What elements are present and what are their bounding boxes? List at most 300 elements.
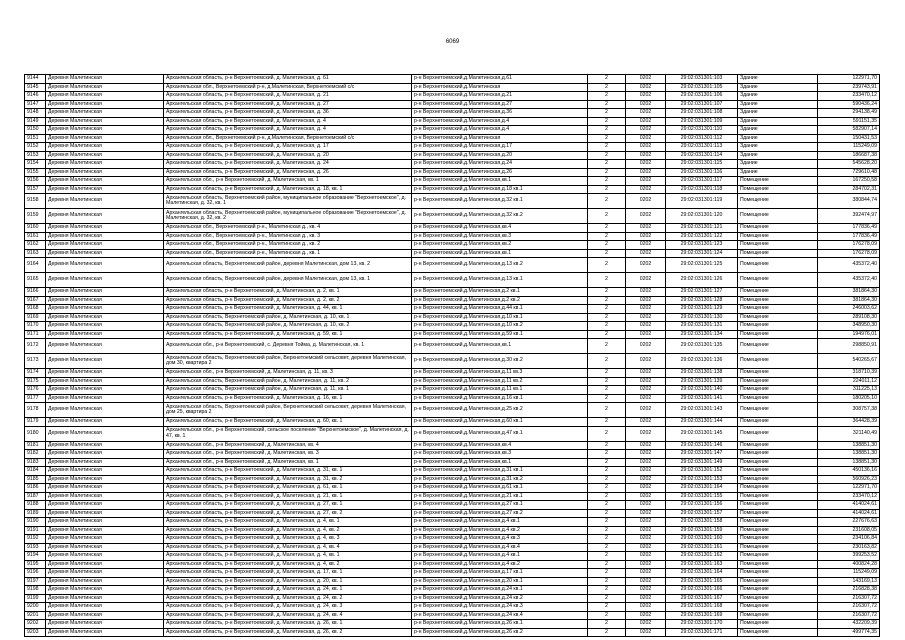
object-type-cell: Помещение [738,501,818,510]
value-cell: 234106,84 [818,535,880,544]
category-cell: 2 [588,577,626,586]
value-cell: 380844,74 [818,194,880,209]
table-row [25,143,880,152]
category-cell: 2 [588,224,626,233]
row-number-cell: 9166 [25,288,46,297]
address-cell: Архангельская область, р-н Верхнетоемский, д. Малетинская, д. 27 [164,100,412,109]
table-row [25,467,880,476]
row-number-cell: 9194 [25,552,46,561]
cadastral-number-cell: 29:02:031301:116 [666,168,738,177]
row-number-cell: 9150 [25,126,46,135]
settlement-name-cell: Деревня Малетинская [46,426,164,441]
address-cell: Архангельская область, р-н Верхнетоемский, д. Малетинская, д. 61 [164,75,412,84]
settlement-name-cell: Деревня Малетинская [46,100,164,109]
table-row [25,209,880,224]
settlement-name-cell: Деревня Малетинская [46,543,164,552]
row-number-cell: 9200 [25,603,46,612]
object-type-cell: Помещение [738,441,818,450]
category-cell: 2 [588,552,626,561]
row-number-cell: 9175 [25,377,46,386]
object-type-cell: Здание [738,134,818,143]
table-row [25,594,880,603]
code-cell: 0202 [626,109,666,118]
locality-cell: р-н Верхнетоемский,д.Малетинская,д.4 кв.1 [412,552,588,561]
locality-cell: р-н Верхнетоемский,д.Малетинская,д.27 кв.2 [412,509,588,518]
object-type-cell: Помещение [738,185,818,194]
address-cell: Архангельская область, Верхнетоемский район, муниципальное образование "Верхнетоемское", д. Малетинская, д. 32, кв. 2 [164,209,412,224]
settlement-name-cell: Деревня Малетинская [46,177,164,186]
cadastral-number-cell: 29:02:031301:113 [666,143,738,152]
object-type-cell: Помещение [738,394,818,403]
table-row [25,509,880,518]
cadastral-number-cell: 29:02:031301:163 [666,560,738,569]
table-row [25,168,880,177]
locality-cell: р-н Верхнетоемский,д.Малетинская,д.60 кв.1 [412,418,588,427]
row-number-cell: 9184 [25,467,46,476]
table-row [25,109,880,118]
object-type-cell: Помещение [738,177,818,186]
category-cell: 2 [588,305,626,314]
settlement-name-cell: Деревня Малетинская [46,249,164,258]
cadastral-number-cell: 29:02:031301:170 [666,620,738,629]
table-row [25,224,880,233]
object-type-cell: Помещение [738,273,818,288]
object-type-cell: Помещение [738,611,818,620]
address-cell: Архангельская область, р-н Верхнетоемский, д. Малетинская, д. 4 [164,117,412,126]
cadastral-number-cell: 29:02:031301:140 [666,386,738,395]
category-cell: 2 [588,484,626,493]
locality-cell: р-н Верхнетоемский,д.Малетинская,д.24 [412,160,588,169]
address-cell: Архангельская область, Верхнетоемский район, д. Малетинская, д. 11, кв. 2 [164,377,412,386]
page-number: 6069 [445,39,460,45]
locality-cell: р-н Верхнетоемский,д.Малетинская,кв.4 [412,224,588,233]
value-cell: 540265,67 [818,354,880,369]
category-cell: 2 [588,377,626,386]
row-number-cell: 9145 [25,83,46,92]
address-cell: Архангельская обл., Верхнетоемский р-н., Малетинская д., кв. 2 [164,241,412,250]
object-type-cell: Помещение [738,330,818,339]
table-row [25,577,880,586]
code-cell: 0202 [626,134,666,143]
row-number-cell: 9148 [25,109,46,118]
code-cell: 0202 [626,249,666,258]
address-cell: Архангельская область, р-н Верхнетоемский, д. Малетинская, д. 17 [164,143,412,152]
category-cell: 2 [588,518,626,527]
row-number-cell: 9195 [25,560,46,569]
object-type-cell: Помещение [738,577,818,586]
object-type-cell: Помещение [738,224,818,233]
code-cell: 0202 [626,475,666,484]
object-type-cell: Здание [738,100,818,109]
cadastral-number-cell: 29:02:031301:146 [666,441,738,450]
value-cell: 591151,35 [818,117,880,126]
object-type-cell: Помещение [738,296,818,305]
value-cell: 150431,53 [818,134,880,143]
row-number-cell: 9177 [25,394,46,403]
category-cell: 2 [588,560,626,569]
category-cell: 2 [588,394,626,403]
category-cell: 2 [588,185,626,194]
category-cell: 2 [588,209,626,224]
row-number-cell: 9193 [25,543,46,552]
table-row [25,418,880,427]
table-row [25,273,880,288]
row-number-cell: 9178 [25,403,46,418]
category-cell: 2 [588,458,626,467]
category-cell: 2 [588,611,626,620]
locality-cell: р-н Верхнетоемский,д.Малетинская,д.10 кв.2 [412,322,588,331]
row-number-cell: 9196 [25,569,46,578]
value-cell: 177836,49 [818,232,880,241]
category-cell: 2 [588,543,626,552]
row-number-cell: 9179 [25,418,46,427]
category-cell: 2 [588,467,626,476]
row-number-cell: 9159 [25,209,46,224]
value-cell: 233470,12 [818,492,880,501]
code-cell: 0202 [626,313,666,322]
settlement-name-cell: Деревня Малетинская [46,117,164,126]
settlement-name-cell: Деревня Малетинская [46,586,164,595]
cadastral-number-cell: 29:02:031301:130 [666,313,738,322]
code-cell: 0202 [626,467,666,476]
code-cell: 0202 [626,330,666,339]
settlement-name-cell: Деревня Малетинская [46,288,164,297]
code-cell: 0202 [626,177,666,186]
locality-cell: р-н Верхнетоемский,д.Малетинская,д.24 кв.3 [412,603,588,612]
cadastral-number-cell: 29:02:031301:167 [666,594,738,603]
value-cell: 560926,23 [818,475,880,484]
settlement-name-cell: Деревня Малетинская [46,232,164,241]
row-number-cell: 9149 [25,117,46,126]
object-type-cell: Помещение [738,458,818,467]
code-cell: 0202 [626,426,666,441]
cadastral-number-cell: 29:02:031301:160 [666,535,738,544]
address-cell: Архангельская область, р-н Верхнетоемский, д. Малетинская, д. 4, кв. 4 [164,543,412,552]
locality-cell: р-н Верхнетоемский,д.Малетинская,д.4 кв.2 [412,560,588,569]
settlement-name-cell: Деревня Малетинская [46,526,164,535]
address-cell: Архангельская область, р-н Верхнетоемский, д. Малетинская, д. 59, кв. 1 [164,330,412,339]
table-row [25,249,880,258]
row-number-cell: 9197 [25,577,46,586]
locality-cell: р-н Верхнетоемский,д.Малетинская,д.11 кв.1 [412,386,588,395]
value-cell: 216307,72 [818,594,880,603]
value-cell: 167250,58 [818,177,880,186]
settlement-name-cell: Деревня Малетинская [46,509,164,518]
address-cell: Архангельская область, р-н Верхнетоемский, д. Малетинская, д. 18, кв. 1 [164,185,412,194]
value-cell: 122971,70 [818,75,880,84]
value-cell: 115249,09 [818,143,880,152]
address-cell: Архангельская область, р-н Верхнетоемский, д. Малетинская, д. 4, кв. 1 [164,552,412,561]
locality-cell: р-н Верхнетоемский,д.Малетинская,д.17 [412,143,588,152]
value-cell: 414024,61 [818,509,880,518]
row-number-cell: 9203 [25,628,46,637]
settlement-name-cell: Деревня Малетинская [46,394,164,403]
table-row [25,501,880,510]
object-type-cell: Помещение [738,535,818,544]
category-cell: 2 [588,194,626,209]
locality-cell: р-н Верхнетоемский,д.Малетинская,д.31 кв.2 [412,475,588,484]
cadastral-number-cell: 29:02:031301:166 [666,586,738,595]
value-cell: 381864,30 [818,296,880,305]
row-number-cell: 9190 [25,518,46,527]
settlement-name-cell: Деревня Малетинская [46,296,164,305]
value-cell: 122971,70 [818,484,880,493]
value-cell: 435372,40 [818,273,880,288]
cadastral-number-cell: 29:02:031301:155 [666,492,738,501]
category-cell: 2 [588,322,626,331]
object-type-cell: Помещение [738,322,818,331]
code-cell: 0202 [626,543,666,552]
locality-cell: р-н Верхнетоемский,д.Малетинская,д.31 кв.1 [412,467,588,476]
value-cell: 176278,09 [818,249,880,258]
cadastral-number-cell: 29:02:031301:129 [666,305,738,314]
table-row [25,603,880,612]
table-row [25,403,880,418]
object-type-cell: Помещение [738,288,818,297]
locality-cell: р-н Верхнетоемский,д.Малетинская,д.4 кв.4 [412,543,588,552]
category-cell: 2 [588,126,626,135]
category-cell: 2 [588,569,626,578]
settlement-name-cell: Деревня Малетинская [46,535,164,544]
settlement-name-cell: Деревня Малетинская [46,354,164,369]
row-number-cell: 9199 [25,594,46,603]
row-number-cell: 9163 [25,249,46,258]
code-cell: 0202 [626,232,666,241]
locality-cell: р-н Верхнетоемский,д.Малетинская,д.47 кв.1 [412,426,588,441]
table-row [25,232,880,241]
locality-cell: р-н Верхнетоемский,д.Малетинская,д.13 кв.1 [412,273,588,288]
table-row [25,484,880,493]
category-cell: 2 [588,258,626,273]
locality-cell: р-н Верхнетоемский,д.Малетинская,д.21 [412,92,588,101]
value-cell: 499774,35 [818,628,880,637]
address-cell: Архангельская область, р-н Верхнетоемский, д. Малетинская, д. 24, кв. 2 [164,594,412,603]
settlement-name-cell: Деревня Малетинская [46,467,164,476]
locality-cell: р-н Верхнетоемский,д.Малетинская [412,83,588,92]
object-type-cell: Помещение [738,552,818,561]
row-number-cell: 9158 [25,194,46,209]
row-number-cell: 9170 [25,322,46,331]
code-cell: 0202 [626,151,666,160]
address-cell: Архангельская область, Верхнетоемский район, деревня Малетинская, дом 13, кв. 2 [164,258,412,273]
settlement-name-cell: Деревня Малетинская [46,241,164,250]
locality-cell: р-н Верхнетоемский,д.Малетинская,кв.2 [412,241,588,250]
code-cell: 0202 [626,509,666,518]
locality-cell: р-н Верхнетоемский,д.Малетинская,д.27 [412,100,588,109]
row-number-cell: 9164 [25,258,46,273]
locality-cell: р-н Верхнетоемский,д.Малетинская,д.11 кв.2 [412,377,588,386]
category-cell: 2 [588,501,626,510]
code-cell: 0202 [626,450,666,459]
object-type-cell: Помещение [738,586,818,595]
category-cell: 2 [588,354,626,369]
table-row [25,586,880,595]
row-number-cell: 9157 [25,185,46,194]
cadastral-number-cell: 29:02:031301:109 [666,117,738,126]
row-number-cell: 9201 [25,611,46,620]
address-cell: Архангельская область, р-н Верхнетоемский, д. Малетинская, д. 2, кв. 2 [164,296,412,305]
address-cell: Архангельская обл., Верхнетоемский р-н., Малетинская д., кв. 4 [164,224,412,233]
row-number-cell: 9154 [25,160,46,169]
cadastral-number-cell: 29:02:031301:135 [666,339,738,354]
locality-cell: р-н Верхнетоемский,д.Малетинская,д.17 кв.1 [412,569,588,578]
locality-cell: р-н Верхнетоемский,д.Малетинская,д.24 кв.4 [412,611,588,620]
locality-cell: р-н Верхнетоемский,д.Малетинская,д.32 кв.1 [412,194,588,209]
row-number-cell: 9155 [25,168,46,177]
locality-cell: р-н Верхнетоемский,д.Малетинская,д.25 кв.2 [412,403,588,418]
settlement-name-cell: Деревня Малетинская [46,492,164,501]
locality-cell: р-н Верхнетоемский,д.Малетинская,д.24 кв.2 [412,594,588,603]
code-cell: 0202 [626,418,666,427]
row-number-cell: 9167 [25,296,46,305]
cadastral-number-cell: 29:02:031301:159 [666,526,738,535]
cadastral-number-cell: 29:02:031301:149 [666,458,738,467]
code-cell: 0202 [626,560,666,569]
settlement-name-cell: Деревня Малетинская [46,560,164,569]
table-row [25,330,880,339]
address-cell: Архангельская область, р-н Верхнетоемский, д. Малетинская, д. 4, кв. 3 [164,535,412,544]
cadastral-number-cell: 29:02:031301:107 [666,100,738,109]
value-cell: 308757,38 [818,403,880,418]
table-row [25,450,880,459]
value-cell: 186687,38 [818,151,880,160]
address-cell: Архангельская область, р-н Верхнетоемский, д. Малетинская, д. 20, кв. 1 [164,577,412,586]
category-cell: 2 [588,177,626,186]
object-type-cell: Помещение [738,377,818,386]
code-cell: 0202 [626,394,666,403]
address-cell: Архангельская область, р-н Верхнетоемский, д. Малетинская, д. 24 [164,160,412,169]
cadastral-number-cell: 29:02:031301:126 [666,273,738,288]
table-row [25,160,880,169]
locality-cell: р-н Верхнетоемский,д.Малетинская,д.61 кв.1 [412,484,588,493]
table-row [25,552,880,561]
address-cell: Архангельская область, р-н Верхнетоемский, д. Малетинская, д. 26, кв. 2 [164,628,412,637]
code-cell: 0202 [626,620,666,629]
object-type-cell: Здание [738,143,818,152]
code-cell: 0202 [626,518,666,527]
object-type-cell: Помещение [738,560,818,569]
object-type-cell: Помещение [738,354,818,369]
row-number-cell: 9168 [25,305,46,314]
object-type-cell: Помещение [738,518,818,527]
table-row [25,458,880,467]
row-number-cell: 9162 [25,241,46,250]
locality-cell: р-н Верхнетоемский,д.Малетинская,кв.1 [412,249,588,258]
code-cell: 0202 [626,611,666,620]
object-type-cell: Помещение [738,467,818,476]
cadastral-number-cell: 29:02:031301:147 [666,450,738,459]
address-cell: Архангельская область, р-н Верхнетоемский, д. Малетинская, д. 21, кв. 1 [164,492,412,501]
category-cell: 2 [588,628,626,637]
locality-cell: р-н Верхнетоемский,д.Малетинская,д.4 кв.3 [412,535,588,544]
locality-cell: р-н Верхнетоемский,д.Малетинская,д.20 [412,151,588,160]
row-number-cell: 9156 [25,177,46,186]
value-cell: 176278,09 [818,241,880,250]
object-type-cell: Помещение [738,305,818,314]
code-cell: 0202 [626,386,666,395]
value-cell: 298850,91 [818,339,880,354]
locality-cell: р-н Верхнетоемский,д.Малетинская,кв.3 [412,450,588,459]
cadastral-number-cell: 29:02:031301:168 [666,603,738,612]
settlement-name-cell: Деревня Малетинская [46,441,164,450]
address-cell: Архангельская область, р-н Верхнетоемский, д. Малетинская, д. 21 [164,92,412,101]
value-cell: 289108,30 [818,313,880,322]
value-cell: 177836,49 [818,224,880,233]
code-cell: 0202 [626,492,666,501]
category-cell: 2 [588,450,626,459]
code-cell: 0202 [626,75,666,84]
code-cell: 0202 [626,160,666,169]
object-type-cell: Помещение [738,620,818,629]
locality-cell: р-н Верхнетоемский,д.Малетинская,д.16 кв.1 [412,394,588,403]
category-cell: 2 [588,475,626,484]
code-cell: 0202 [626,403,666,418]
settlement-name-cell: Деревня Малетинская [46,209,164,224]
category-cell: 2 [588,92,626,101]
settlement-name-cell: Деревня Малетинская [46,322,164,331]
address-cell: Архангельская область, р-н Верхнетоемский, д. Малетинская, д. 61, кв. 1 [164,484,412,493]
address-cell: Архангельская обл., р-н Верхнетоемский, сельское поселение "Верхнетоемское", д. Малетинская, д. 47, кв. 1 [164,426,412,441]
locality-cell: р-н Верхнетоемский,д.Малетинская,д.10 кв.1 [412,313,588,322]
value-cell: 545628,20 [818,160,880,169]
address-cell: Архангельская область, р-н Верхнетоемский, д. Малетинская, д. 27, кв. 1 [164,501,412,510]
value-cell: 233470,12 [818,92,880,101]
cadastral-number-cell: 29:02:031301:169 [666,611,738,620]
property-register-table [24,74,880,637]
object-type-cell: Помещение [738,194,818,209]
cadastral-number-cell: 29:02:031301:123 [666,241,738,250]
address-cell: Архангельская область, р-н Верхнетоемский, д. Малетинская, д. 36 [164,109,412,118]
row-number-cell: 9169 [25,313,46,322]
value-cell: 227676,63 [818,518,880,527]
code-cell: 0202 [626,377,666,386]
value-cell: 392474,97 [818,209,880,224]
category-cell: 2 [588,134,626,143]
row-number-cell: 9183 [25,458,46,467]
code-cell: 0202 [626,586,666,595]
address-cell: Архангельская область, р-н Верхнетоемский, д. Малетинская, д. 24, кв. 4 [164,611,412,620]
locality-cell: р-н Верхнетоемский,д.Малетинская,д.61 [412,75,588,84]
table-row [25,475,880,484]
settlement-name-cell: Деревня Малетинская [46,552,164,561]
category-cell: 2 [588,403,626,418]
table-row [25,518,880,527]
value-cell: 224011,12 [818,377,880,386]
value-cell: 138851,30 [818,441,880,450]
cadastral-number-cell: 29:02:031301:120 [666,209,738,224]
locality-cell: р-н Верхнетоемский,д.Малетинская,д.4 [412,126,588,135]
table-row [25,151,880,160]
row-number-cell: 9182 [25,450,46,459]
code-cell: 0202 [626,594,666,603]
settlement-name-cell: Деревня Малетинская [46,75,164,84]
code-cell: 0202 [626,552,666,561]
row-number-cell: 9161 [25,232,46,241]
register-body [25,75,880,637]
category-cell: 2 [588,594,626,603]
row-number-cell: 9173 [25,354,46,369]
row-number-cell: 9176 [25,386,46,395]
address-cell: Архангельская область, р-н Верхнетоемский, д. Малетинская, д. 24, кв. 3 [164,603,412,612]
locality-cell: р-н Верхнетоемский,д.Малетинская,кв.3 [412,232,588,241]
row-number-cell: 9187 [25,492,46,501]
category-cell: 2 [588,160,626,169]
address-cell: Архангельская обл., р-н Верхнетоемский, д. Малетинская, кв. 1 [164,177,412,186]
category-cell: 2 [588,151,626,160]
object-type-cell: Помещение [738,628,818,637]
address-cell: Архангельская обл., р-н Верхнетоемский, д. Малетинская, кв. 1 [164,458,412,467]
category-cell: 2 [588,586,626,595]
